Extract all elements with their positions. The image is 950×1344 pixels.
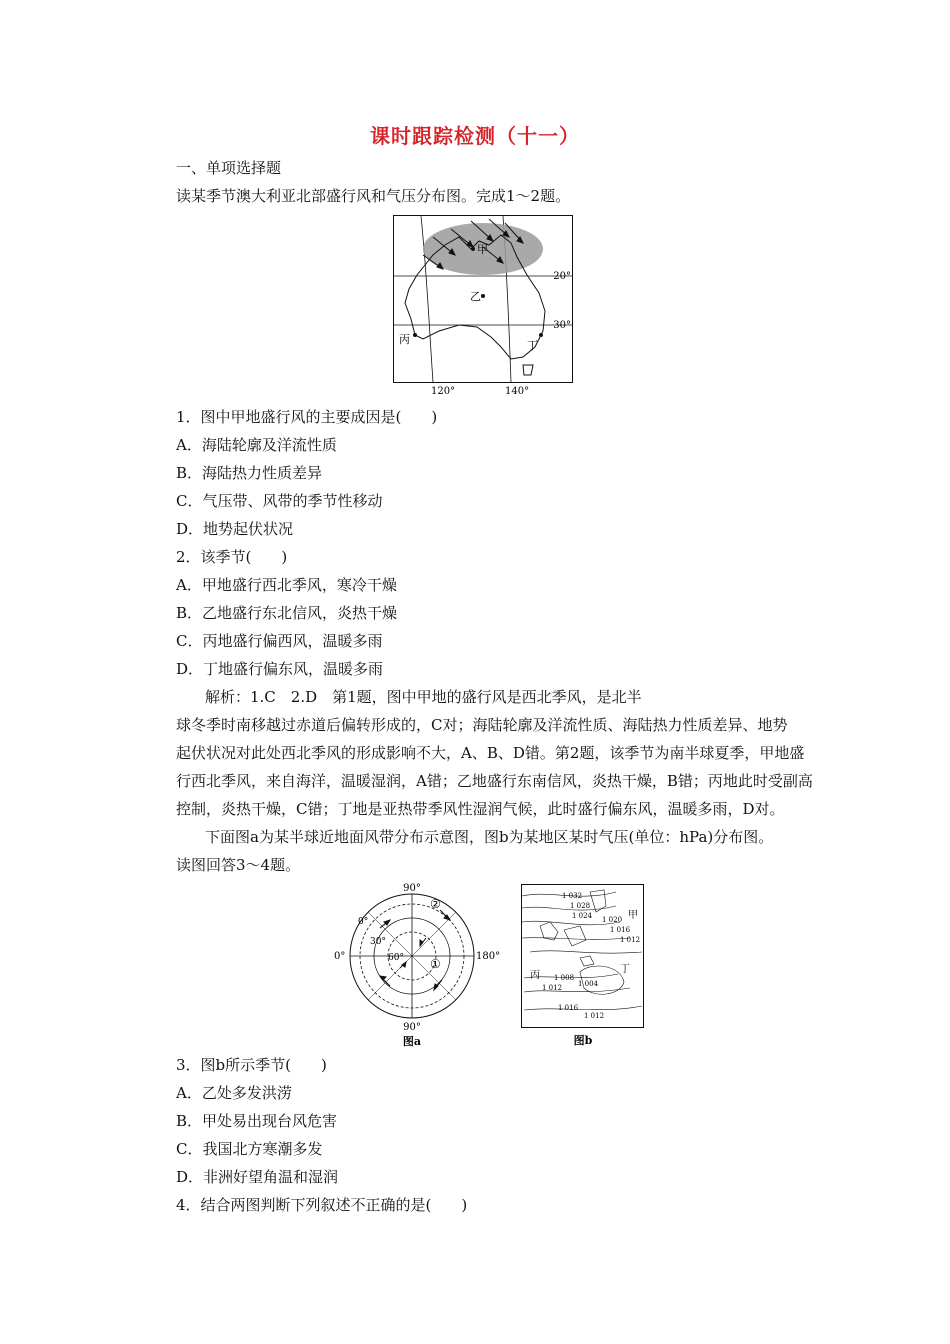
question-1-option-b: B．海陆热力性质差异 [176, 464, 323, 482]
lon-label-120: 120° [431, 386, 456, 395]
intro-text-2b: 读图回答3～4题。 [176, 856, 301, 874]
isobar-1028: 1 028 [570, 902, 591, 910]
question-3-option-d: D．非洲好望角温和湿润 [176, 1168, 339, 1186]
fig-a-lat-60: 60° [388, 953, 404, 963]
page-title: 课时跟踪检测（十一） [370, 124, 580, 148]
figure-a-wind-belts [330, 880, 500, 1048]
lon-label-140: 140° [505, 386, 530, 395]
question-2-option-d: D．丁地盛行偏东风，温暖多雨 [176, 660, 384, 678]
fig-a-lat-30: 30° [370, 937, 386, 947]
analysis-line-2: 球冬季时南移越过赤道后偏转形成的，C对；海陆轮廓及洋流性质、海陆热力性质差异、地势 [176, 716, 788, 734]
isobar-1012-bottom: 1 012 [584, 1012, 605, 1020]
fig-a-bottom-label: 90° [403, 1022, 421, 1033]
isobar-1032: 1 032 [562, 892, 583, 900]
analysis-line-4: 行西北季风，来自海洋，温暖湿润，A错；乙地盛行东南信风，炎热干燥，B错；丙地此时受副高 [176, 772, 813, 790]
fig-b-label-bing: 丙 [530, 970, 540, 981]
fig-a-left-label: 0° [334, 951, 346, 962]
question-4-stem: 4．结合两图判断下列叙述不正确的是( ) [176, 1196, 468, 1214]
question-2-option-c: C．丙地盛行偏西风，温暖多雨 [176, 632, 383, 650]
map-label-bing: 丙 [399, 333, 410, 346]
fig-a-lat-0: 0° [358, 917, 369, 927]
fig-a-top-label: 90° [403, 883, 421, 894]
fig-a-marker-1: ① [430, 957, 441, 971]
lat-label-20: 20° [553, 271, 571, 282]
analysis-line-1: 解析：1.C 2.D 第1题，图中甲地的盛行风是西北季风，是北半 [205, 688, 642, 706]
map-label-ding: 丁 [527, 339, 538, 352]
question-3-option-b: B．甲处易出现台风危害 [176, 1112, 338, 1130]
analysis-line-5: 控制，炎热干燥，C错；丁地是亚热带季风性湿润气候，此时盛行偏东风，温暖多雨，D对。 [176, 800, 785, 818]
question-1-option-a: A．海陆轮廓及洋流性质 [176, 436, 337, 454]
figure-b-pressure-map [520, 882, 646, 1048]
question-1-option-c: C．气压带、风带的季节性移动 [176, 492, 383, 510]
fig-b-caption: 图b [573, 1034, 593, 1047]
australia-wind-map [393, 215, 573, 395]
question-3-option-c: C．我国北方寒潮多发 [176, 1140, 323, 1158]
section-heading: 一、单项选择题 [176, 159, 282, 177]
analysis-line-3: 起伏状况对此处西北季风的形成影响不大，A、B、D错。第2题，该季节为南半球夏季，甲地盛 [176, 744, 805, 762]
fig-a-caption: 图a [402, 1035, 422, 1048]
isobar-1012-mid: 1 012 [542, 984, 563, 992]
isobar-1016-bottom: 1 016 [558, 1004, 579, 1012]
isobar-1016-top: 1 016 [610, 926, 631, 934]
question-2-option-b: B．乙地盛行东北信风，炎热干燥 [176, 604, 398, 622]
map-label-yi: 乙 [470, 290, 481, 303]
question-2-stem: 2．该季节( ) [176, 548, 288, 566]
lat-label-30: 30° [553, 320, 571, 331]
fig-a-marker-2: ② [430, 897, 441, 911]
question-1-option-d: D．地势起伏状况 [176, 520, 294, 538]
isobar-1004: 1 004 [578, 980, 599, 988]
question-3-stem: 3．图b所示季节( ) [176, 1056, 327, 1074]
isobar-1024: 1 024 [572, 912, 593, 920]
fig-b-label-ding: 丁 [620, 964, 630, 975]
fig-a-right-label: 180° [476, 951, 500, 962]
isobar-1020: 1 020 [602, 916, 623, 924]
map-label-jia: 甲 [477, 243, 488, 256]
isobar-1008: 1 008 [554, 974, 575, 982]
question-3-option-a: A．乙处多发洪涝 [176, 1084, 292, 1102]
fig-b-label-jia: 甲 [628, 910, 638, 921]
question-2-option-a: A．甲地盛行西北季风，寒冷干燥 [176, 576, 397, 594]
intro-text-1: 读某季节澳大利亚北部盛行风和气压分布图。完成1～2题。 [176, 187, 571, 205]
isobar-1012-top: 1 012 [620, 936, 641, 944]
intro-text-2a: 下面图a为某半球近地面风带分布示意图，图b为某地区某时气压(单位：hPa)分布图。 [205, 828, 774, 846]
question-1-stem: 1．图中甲地盛行风的主要成因是( ) [176, 408, 438, 426]
